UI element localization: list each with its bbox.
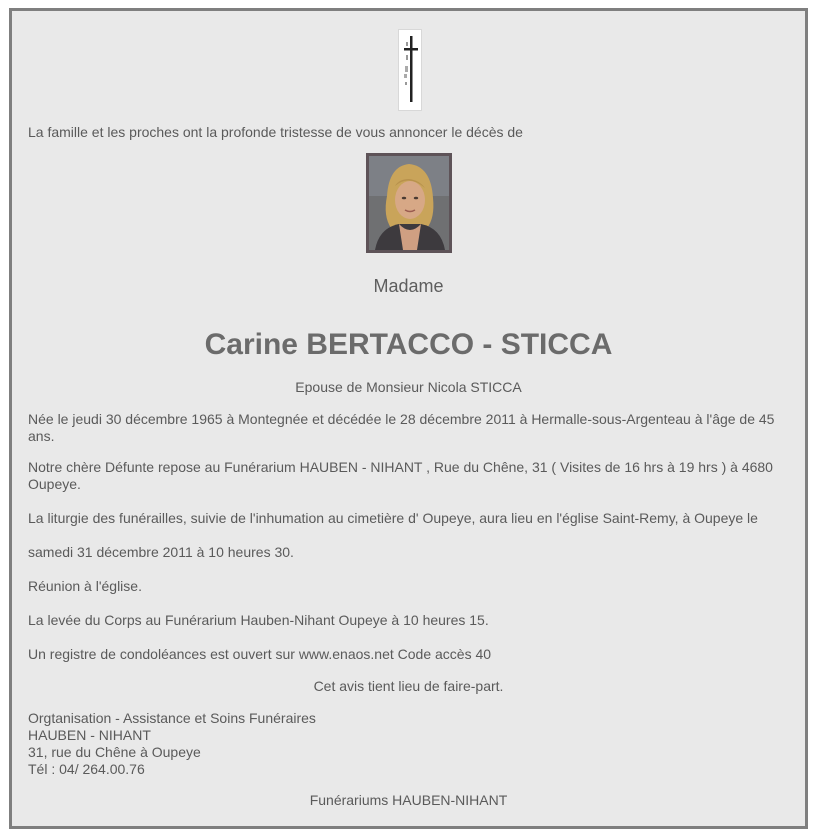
organisation-phone: Tél : 04/ 264.00.76 (28, 761, 145, 777)
liturgy-date: samedi 31 décembre 2011 à 10 heures 30. (28, 544, 294, 560)
liturgy-text: La liturgie des funérailles, suivie de l'inhumation au cimetière d' Oupeye, aura lieu en l'église Saint-Remy, à Oupeye le (28, 510, 758, 526)
registry-text: Un registre de condoléances est ouvert sur www.enaos.net Code accès 40 (28, 646, 492, 662)
footer-text: Funérariums HAUBEN-NIHANT (309, 792, 508, 808)
notice-text: Cet avis tient lieu de faire-part. (313, 678, 504, 694)
spouse-line: Epouse de Monsieur Nicola STICCA (295, 379, 522, 395)
repose-text: Notre chère Défunte repose au Funérarium HAUBEN - NIHANT , Rue du Chêne, 31 ( Visites de 16 hrs à 19 hrs ) à 4680 Oupeye. (28, 459, 773, 492)
reunion-text: Réunion à l'église. (28, 578, 142, 594)
levee-text: La levée du Corps au Funérarium Hauben-Nihant Oupeye à 10 heures 15. (28, 612, 489, 628)
cross-icon (398, 29, 422, 111)
honorific: Madame (373, 276, 444, 296)
intro-text: La famille et les proches ont la profonde tristesse de vous annoncer le décès de (28, 124, 523, 140)
organisation-line-3: 31, rue du Chêne à Oupeye (28, 744, 201, 760)
death-notice-frame (9, 8, 808, 829)
deceased-name: Carine BERTACCO - STICCA (204, 328, 613, 361)
deceased-photo (366, 153, 452, 253)
birth-death-text: Née le jeudi 30 décembre 1965 à Montegnée et décédée le 28 décembre 2011 à Hermalle-sous-Argenteau à l'âge de 45 ans. (28, 411, 775, 444)
organisation-line-1: Orgtanisation - Assistance et Soins Funéraires (28, 710, 316, 726)
organisation-line-2: HAUBEN - NIHANT (28, 727, 151, 743)
